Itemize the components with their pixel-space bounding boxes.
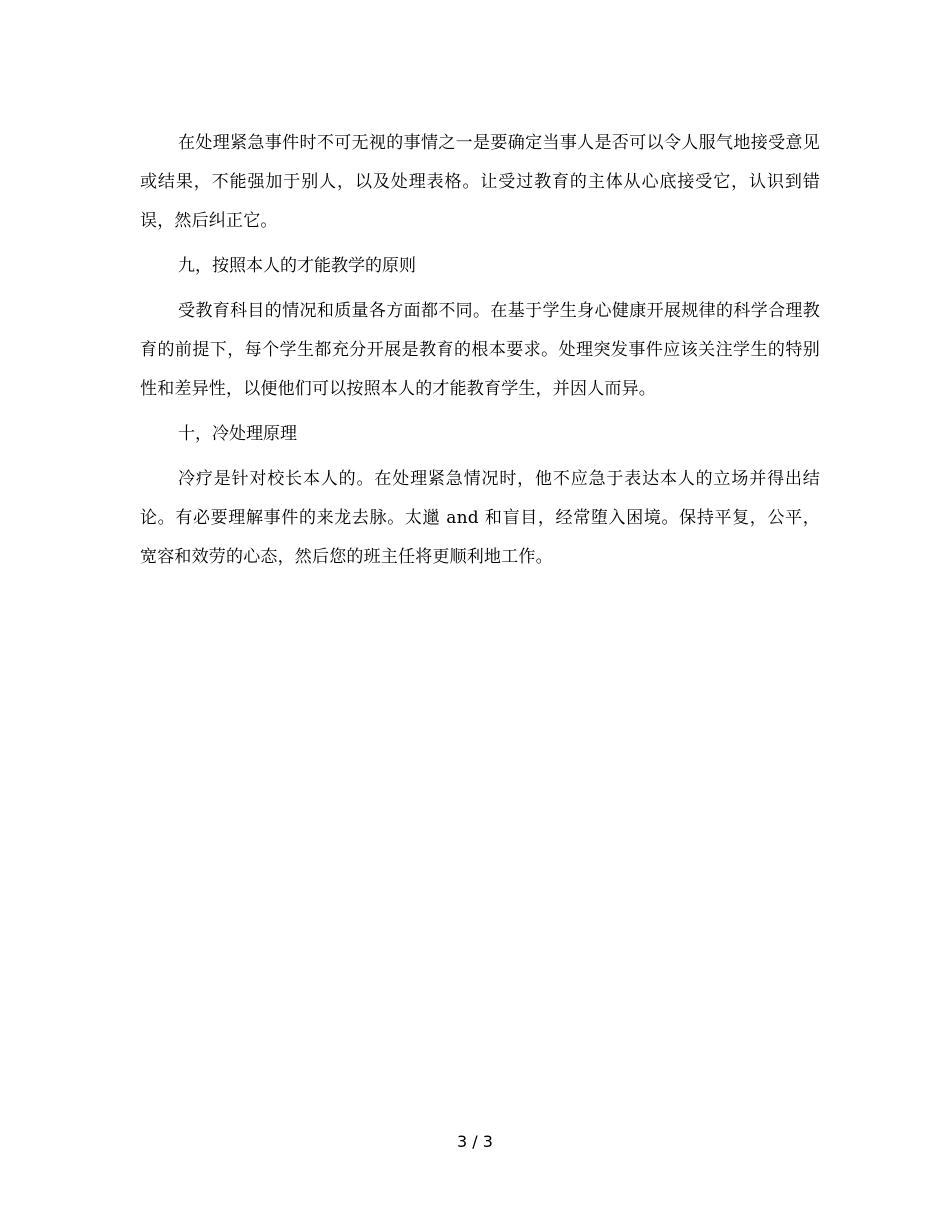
paragraph-cold-handling: 冷疗是针对校长本人的。在处理紧急情况时，他不应急于表达本人的立场并得出结论。有必要理解事件的来龙去脉。太邋 and 和盲目，经常堕入困境。保持平复，公平，宽容和效劳的心态，然后您的班主任将更顺利地工作。: [140, 469, 820, 567]
document-body: [140, 124, 820, 577]
page-number: 3 / 3: [457, 1132, 493, 1151]
section-heading-nine: 九，按照本人的才能教学的原则: [178, 256, 416, 276]
paragraph-individual-teaching: 受教育科目的情况和质量各方面都不同。在基于学生身心健康开展规律的科学合理教育的前提下，每个学生都充分开展是教育的根本要求。处理突发事件应该关注学生的特别性和差异性，以便他们可以按照本人的才能教育学生，并因人而异。: [140, 301, 820, 399]
section-heading-ten: 十，冷处理原理: [178, 424, 297, 444]
paragraph-principle-acceptance: 在处理紧急事件时不可无视的事情之一是要确定当事人是否可以令人服气地接受意见或结果，不能强加于别人，以及处理表格。让受过教育的主体从心底接受它，认识到错误，然后纠正它。: [140, 133, 820, 231]
